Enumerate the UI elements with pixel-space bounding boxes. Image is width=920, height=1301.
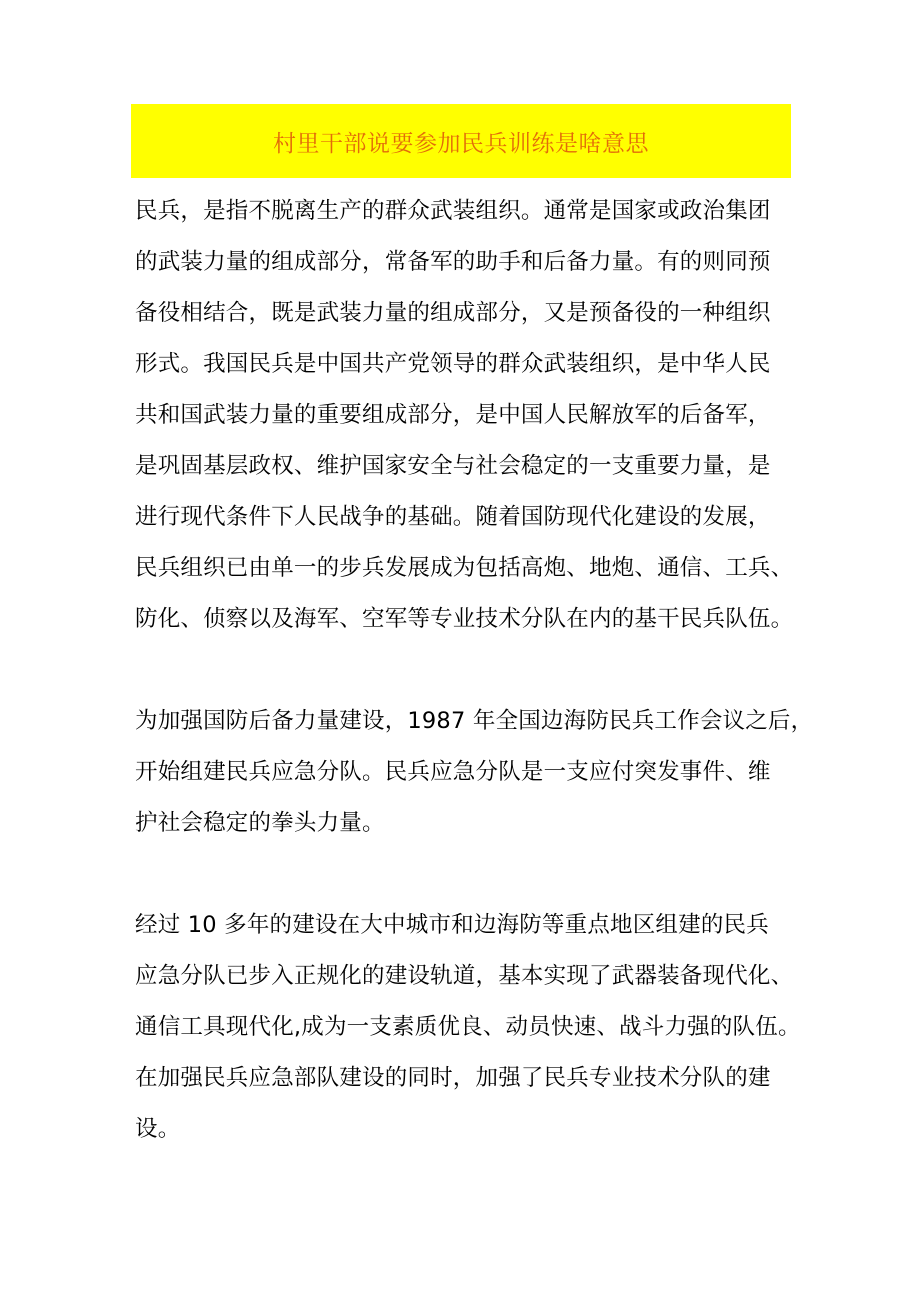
paragraph-spacer <box>135 645 795 696</box>
paragraph-2 <box>135 696 814 849</box>
text-line: 民兵，是指不脱离生产的群众武装组织。通常是国家或政治集团 <box>135 198 771 224</box>
page-title: 村里干部说要参加民兵训练是啥意思 <box>273 130 649 157</box>
text-line: 民兵组织已由单一的步兵发展成为包括高炮、地炮、通信、工兵、 <box>135 555 794 581</box>
text-line: 是巩固基层政权、维护国家安全与社会稳定的一支重要力量，是 <box>135 453 771 479</box>
text-line: 经过 10 多年的建设在大中城市和边海防等重点地区组建的民兵 <box>135 912 769 938</box>
paragraph-3 <box>135 900 801 1155</box>
text-line: 的武装力量的组成部分，常备军的助手和后备力量。有的则同预 <box>135 249 771 275</box>
text-line: 进行现代条件下人民战争的基础。随着国防现代化建设的发展， <box>135 504 771 530</box>
text-line: 通信工具现代化,成为一支素质优良、动员快速、战斗力强的队伍。 <box>135 1014 801 1040</box>
text-line: 形式。我国民兵是中国共产党领导的群众武装组织，是中华人民 <box>135 351 771 377</box>
text-line: 防化、侦察以及海军、空军等专业技术分队在内的基干民兵队伍。 <box>135 606 794 632</box>
text-line: 设。 <box>135 1116 181 1142</box>
text-line: 为加强国防后备力量建设，1987 年全国边海防民兵工作会议之后， <box>135 708 814 734</box>
text-line: 应急分队已步入正规化的建设轨道，基本实现了武器装备现代化、 <box>135 963 794 989</box>
document-body <box>135 186 814 1155</box>
text-line: 在加强民兵应急部队建设的同时，加强了民兵专业技术分队的建 <box>135 1065 771 1091</box>
text-line: 备役相结合，既是武装力量的组成部分，又是预备役的一种组织 <box>135 300 771 326</box>
text-line: 开始组建民兵应急分队。民兵应急分队是一支应付突发事件、维 <box>135 759 771 785</box>
text-line: 护社会稳定的拳头力量。 <box>135 810 385 836</box>
paragraph-1 <box>135 186 795 645</box>
title-banner <box>131 104 791 178</box>
text-line: 共和国武装力量的重要组成部分，是中国人民解放军的后备军， <box>135 402 771 428</box>
paragraph-spacer <box>135 849 795 900</box>
